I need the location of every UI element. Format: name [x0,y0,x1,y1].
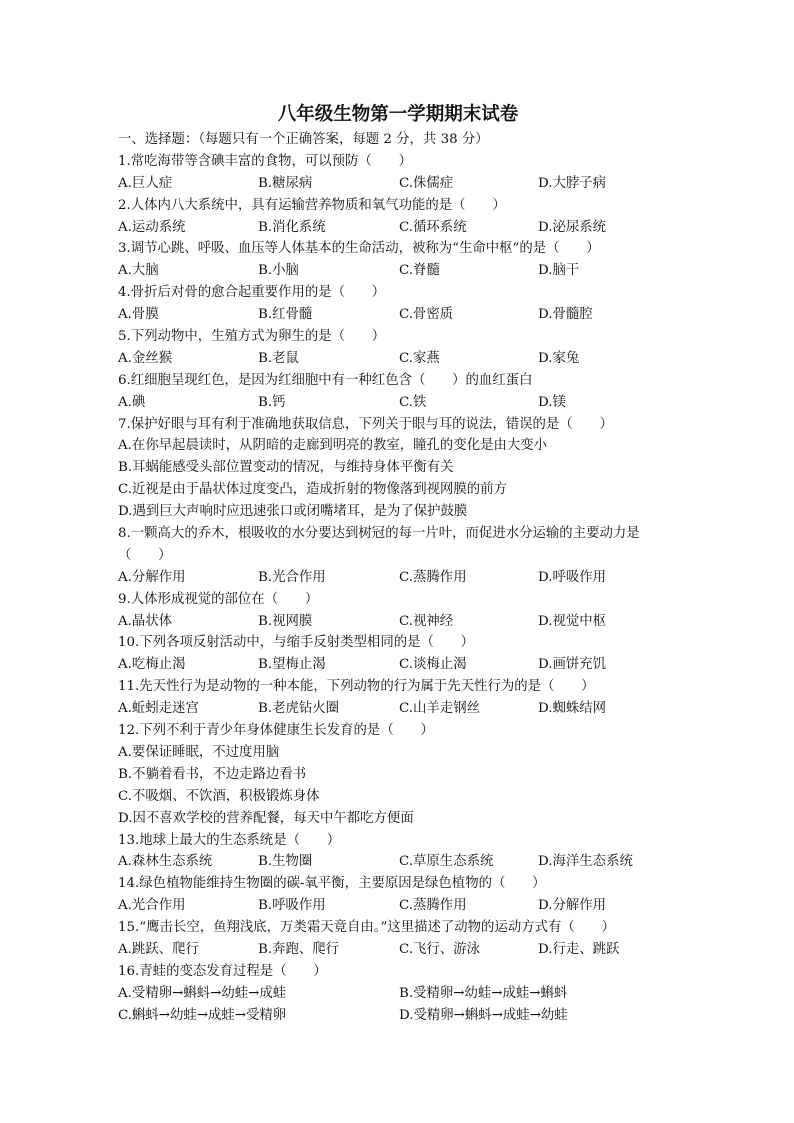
question-stem: 4.骨折后对骨的愈合起重要作用的是（ ） [118,285,386,301]
option-c: C.山羊走钢丝 [399,701,480,717]
question-1 [118,151,794,195]
options-row [118,304,794,326]
question-stem: 14.绿色植物能维持生物圈的碳-氧平衡，主要原因是绿色植物的（ ） [118,876,546,892]
question-stem: 13.地球上最大的生态系统是（ ） [118,832,341,848]
question-7 [118,414,794,523]
options-row [118,1005,794,1027]
option-b: B.光合作用 [258,569,326,585]
option-d: D.呼吸作用 [538,569,607,585]
question-stem: 6.红细胞呈现红色，是因为红细胞中有一种红色含（ ）的血红蛋白 [118,372,533,388]
question-stem: 16.青蛙的变态发育过程是（ ） [118,963,327,979]
option-d: D.遇到巨大声响时应迅速张口或闭嘴堵耳，是为了保护鼓膜 [118,504,468,520]
options-row [118,851,794,873]
option-b: B.生物圈 [258,854,313,870]
question-stem: 1.常吃海带等含碘丰富的食物，可以预防（ ） [118,153,412,169]
options-row [118,939,794,961]
option-c: C.不吸烟、不饮酒，积极锻炼身体 [118,788,320,804]
question-stem: 11.先天性行为是动物的一种本能，下列动物的行为属于先天性行为的是（ ） [118,679,595,695]
question-10 [118,632,794,676]
question-8 [118,523,794,589]
option-a: A.骨膜 [118,307,159,323]
question-stem: 5.下列动物中，生殖方式为卵生的是（ ） [118,329,386,345]
option-d: D.大脖子病 [538,175,607,191]
option-c: C.蒸腾作用 [399,569,467,585]
option-b: B.耳蜗能感受头部位置变动的情况，与维持身体平衡有关 [118,460,454,476]
option-a: A.受精卵→蝌蚪→幼蛙→成蛙 [118,985,287,1001]
option-b: B.老虎钻火圈 [258,701,340,717]
option-c: C.蒸腾作用 [399,898,467,914]
option-d: D.画饼充饥 [538,657,607,673]
options-row [118,611,794,633]
option-d: D.因不喜欢学校的营养配餐，每天中午都吃方便面 [118,810,414,826]
option-a: A.金丝猴 [118,350,173,366]
option-b: B.不躺着看书，不边走路边看书 [118,766,307,782]
option-b: B.小脑 [258,263,299,279]
option-c: C.近视是由于晶状体过度变凸，造成折射的物像落到视网膜的前方 [118,482,507,498]
question-12 [118,720,794,829]
option-a: A.晶状体 [118,613,173,629]
options-row [118,895,794,917]
option-d: D.行走、跳跃 [538,941,620,957]
options-row [118,567,794,589]
option-b: B.望梅止渴 [258,657,326,673]
option-a: A.森林生态系统 [118,854,213,870]
option-c: C.草原生态系统 [399,854,494,870]
option-c: C.家燕 [399,350,440,366]
options-row [118,260,794,282]
question-16 [118,961,794,1027]
question-stem: 3.调节心跳、呼吸、血压等人体基本的生命活动，被称为“生命中枢”的是（ ） [118,241,600,257]
option-c: C.侏儒症 [399,175,454,191]
option-a: A.光合作用 [118,898,186,914]
option-c: C.铁 [399,394,427,410]
question-2 [118,195,794,239]
option-d: D.视觉中枢 [538,613,607,629]
option-b: B.钙 [258,394,286,410]
question-3 [118,238,794,282]
question-13 [118,830,794,874]
option-b: B.受精卵→幼蛙→成蛙→蝌蚪 [399,985,568,1001]
option-c: C.飞行、游泳 [399,941,480,957]
option-c: C.循环系统 [399,219,467,235]
question-stem: 12.下列不利于青少年身体健康生长发育的是（ ） [118,723,434,739]
option-a: A.大脑 [118,263,159,279]
option-a: A.运动系统 [118,219,186,235]
option-d: D.骨髓腔 [538,307,593,323]
option-a: A.跳跃、爬行 [118,941,199,957]
question-stem: 15.“鹰击长空，鱼翔浅底，万类霜天竟自由。”这里描述了动物的运动方式有（ ） [118,920,615,936]
section-heading: 一、选择题：（每题只有一个正确答案，每题 2 分，共 38 分） [118,132,489,147]
options-row [118,173,794,195]
options-row [118,654,794,676]
question-stem: 9.人体形成视觉的部位在（ ） [118,591,319,607]
option-c: C.蝌蚪→幼蛙→成蛙→受精卵 [118,1007,287,1023]
option-d: D.镁 [538,394,566,410]
options-row [118,698,794,720]
question-stem: 8.一颗高大的乔木，根吸收的水分要达到树冠的每一片叶，而促进水分运输的主要动力是 [118,526,640,542]
option-d: D.海洋生态系统 [538,854,633,870]
question-stem: 10.下列各项反射活动中，与缩手反射类型相同的是（ ） [118,635,475,651]
question-15 [118,917,794,961]
question-11 [118,676,794,720]
option-a: A.蚯蚓走迷宫 [118,701,199,717]
option-b: B.红骨髓 [258,307,313,323]
exam-title: 八年级生物第一学期期末试卷 [277,104,519,125]
option-a: A.吃梅止渴 [118,657,186,673]
option-d: D.脑干 [538,263,580,279]
option-d: D.蜘蛛结网 [538,701,607,717]
question-stem-continued: （ ） [118,547,172,563]
question-14 [118,873,794,917]
option-b: B.消化系统 [258,219,326,235]
option-b: B.奔跑、爬行 [258,941,340,957]
options-row [118,217,794,239]
question-9 [118,589,794,633]
question-6 [118,370,794,414]
options-row [118,392,794,414]
options-row [118,983,794,1005]
option-b: B.糖尿病 [258,175,313,191]
option-b: B.呼吸作用 [258,898,326,914]
option-a: A.在你早起晨读时，从阴暗的走廊到明亮的教室，瞳孔的变化是由大变小 [118,438,548,454]
option-d: D.泌尿系统 [538,219,607,235]
question-stem: 7.保护好眼与耳有利于准确地获取信息，下列关于眼与耳的说法，错误的是（ ） [118,416,613,432]
question-5 [118,326,794,370]
option-c: C.谈梅止渴 [399,657,467,673]
option-d: D.分解作用 [538,898,607,914]
question-stem: 2.人体内八大系统中，具有运输营养物质和氧气功能的是（ ） [118,197,506,213]
option-c: C.脊髓 [399,263,440,279]
options-row [118,348,794,370]
option-a: A.要保证睡眠，不过度用脑 [118,744,280,760]
option-d: D.受精卵→蝌蚪→成蛙→幼蛙 [399,1007,568,1023]
question-list [118,151,794,1027]
question-4 [118,282,794,326]
option-d: D.家兔 [538,350,580,366]
option-c: C.骨密质 [399,307,454,323]
option-a: A.分解作用 [118,569,186,585]
option-c: C.视神经 [399,613,454,629]
option-a: A.碘 [118,394,146,410]
option-a: A.巨人症 [118,175,173,191]
option-b: B.老鼠 [258,350,299,366]
option-b: B.视网膜 [258,613,313,629]
